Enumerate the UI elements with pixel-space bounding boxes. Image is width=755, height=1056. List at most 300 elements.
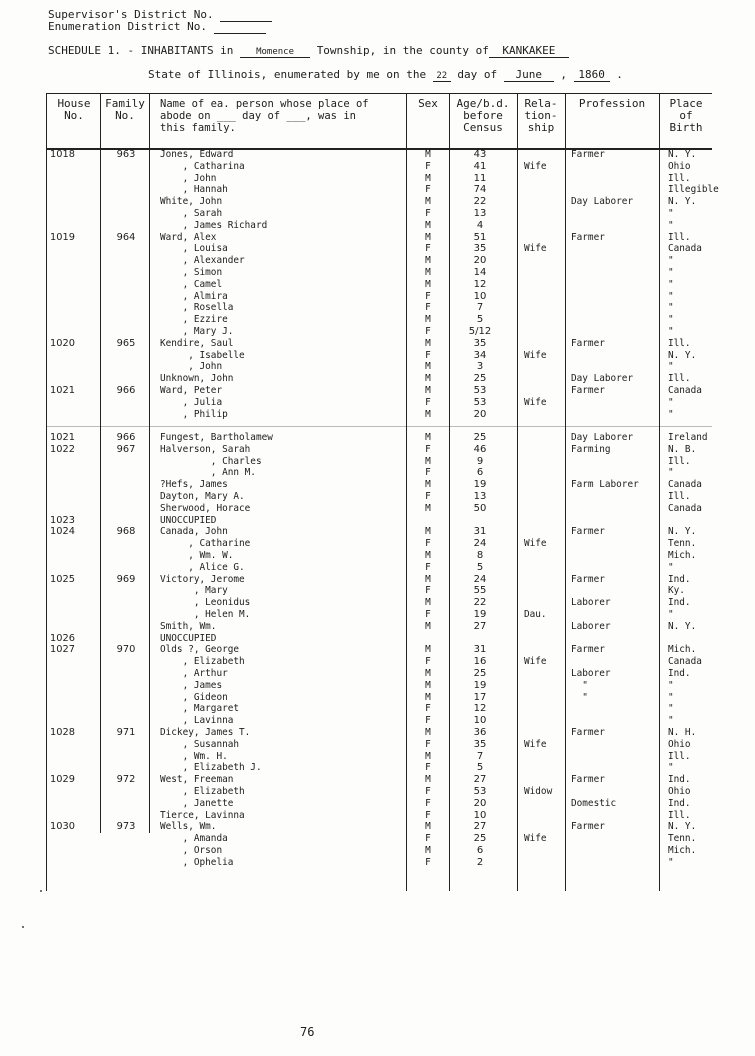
birthplace-cell: "	[668, 255, 674, 267]
table-row	[46, 456, 712, 468]
relationship-cell: Wife	[524, 738, 547, 750]
birthplace-cell: N. Y.	[668, 620, 697, 632]
birthplace-cell: "	[668, 609, 674, 620]
house-no-cell: 1029	[50, 774, 75, 786]
age-cell: 24	[473, 538, 487, 550]
age-cell: 20	[473, 408, 487, 420]
header-family-no: Family No.	[105, 97, 145, 122]
table-row	[46, 184, 719, 196]
birthplace-cell: Mich.	[668, 644, 697, 656]
birthplace-cell: "	[668, 561, 674, 573]
name-cell: , Ophelia	[160, 856, 234, 868]
age-cell: 51	[473, 231, 487, 243]
table-row	[46, 798, 712, 810]
age-cell: 46	[473, 443, 487, 455]
age-cell: 5	[476, 762, 484, 774]
sex-cell: M	[425, 750, 431, 762]
census-table	[46, 93, 719, 891]
birthplace-cell: "	[668, 396, 674, 408]
header-house-no: House No.	[57, 97, 91, 122]
table-row	[46, 715, 712, 727]
age-cell: 19	[473, 479, 487, 491]
table-row	[46, 857, 712, 869]
house-no-cell: 1024	[50, 526, 75, 538]
relationship-cell: Wife	[524, 160, 547, 172]
profession-cell: Farmer	[571, 337, 605, 349]
table-row	[46, 739, 712, 751]
birthplace-cell: Canada	[668, 656, 702, 668]
profession-cell: Farmer	[571, 231, 605, 243]
sex-cell: M	[425, 774, 431, 786]
birthplace-cell: Canada	[668, 385, 702, 396]
table-row	[46, 609, 712, 621]
name-cell: Dickey, James T.	[160, 727, 251, 738]
sex-cell: M	[425, 432, 431, 443]
age-cell: 22	[473, 196, 487, 208]
table-row	[46, 291, 712, 303]
age-cell: 7	[476, 302, 484, 314]
sex-cell: M	[425, 821, 431, 833]
name-cell: , Julia	[160, 396, 223, 408]
age-cell: 25	[473, 833, 487, 845]
relationship-cell: Wife	[524, 349, 547, 361]
birthplace-cell: Ill.	[668, 373, 691, 385]
name-cell: Ward, Peter	[160, 385, 223, 396]
name-cell: , Louisa	[160, 243, 228, 255]
age-cell: 25	[473, 373, 487, 385]
township-name: Momence	[240, 47, 310, 58]
name-cell: , Margaret	[160, 703, 240, 715]
table-row	[46, 845, 712, 857]
census-month: June	[504, 68, 554, 82]
house-no-cell: 1020	[50, 337, 75, 349]
birthplace-cell: Ill.	[668, 491, 691, 502]
age-cell: 6	[476, 845, 484, 856]
name-cell: , Isabelle	[160, 349, 245, 361]
birthplace-cell: Ill.	[668, 172, 691, 184]
sex-cell: F	[425, 208, 431, 219]
profession-cell: Laborer	[571, 620, 611, 632]
birthplace-cell: Tenn.	[668, 538, 697, 550]
state-line: State of Illinois, enumerated by me on the 22 day of June , 1860 .	[148, 68, 623, 81]
sex-cell: M	[425, 337, 431, 349]
profession-cell: "	[571, 679, 588, 691]
table-row	[46, 585, 712, 597]
relationship-cell: Wife	[524, 833, 547, 845]
table-row	[46, 232, 712, 244]
family-no-cell: 964	[116, 231, 136, 243]
birthplace-cell: "	[668, 762, 674, 774]
birthplace-cell: Ill.	[668, 809, 691, 821]
header-birthplace: Place of Birth	[669, 97, 703, 134]
name-cell: Tierce, Lavinna	[160, 809, 245, 821]
house-no-cell: 1019	[50, 231, 75, 243]
birthplace-cell: Ohio	[668, 160, 691, 172]
name-cell: , Charles	[160, 455, 262, 467]
profession-cell: Day Laborer	[571, 196, 634, 208]
enumeration-district-line	[48, 20, 266, 34]
scan-speck	[40, 890, 42, 892]
age-cell: 9	[476, 455, 484, 467]
sex-cell: M	[425, 172, 431, 184]
name-cell: , Arthur	[160, 668, 228, 679]
sex-cell: F	[425, 809, 431, 821]
sex-cell: F	[425, 609, 431, 620]
table-row	[46, 762, 712, 774]
birthplace-cell: Ind.	[668, 774, 691, 786]
sex-cell: F	[425, 762, 431, 774]
family-no-cell: 973	[116, 821, 136, 833]
birthplace-cell: Ind.	[668, 573, 691, 585]
sex-cell: F	[425, 396, 431, 408]
age-cell: 10	[473, 290, 487, 302]
sex-cell: F	[425, 703, 431, 715]
age-cell: 55	[473, 585, 487, 597]
family-no-cell: 966	[116, 385, 136, 396]
age-cell: 35	[473, 337, 487, 349]
table-row	[46, 326, 712, 338]
birthplace-cell: N. Y.	[668, 149, 697, 160]
birthplace-cell: "	[668, 314, 674, 326]
sex-cell: M	[425, 385, 431, 396]
birthplace-cell: "	[668, 219, 674, 231]
birthplace-cell: Ind.	[668, 668, 691, 679]
age-cell: 10	[473, 715, 487, 727]
profession-cell: Farmer	[571, 644, 605, 656]
census-year: 1860	[574, 68, 610, 82]
birthplace-cell: "	[668, 267, 674, 278]
age-cell: 31	[473, 526, 487, 538]
table-row	[46, 243, 712, 255]
name-cell: Dayton, Mary A.	[160, 491, 245, 502]
county-name: KANKAKEE	[489, 44, 569, 58]
birthplace-cell: "	[668, 361, 674, 373]
name-cell: , Rosella	[160, 302, 234, 314]
birthplace-cell: "	[668, 302, 674, 314]
sex-cell: M	[425, 267, 431, 278]
birthplace-cell: N. Y.	[668, 196, 697, 208]
birthplace-cell: "	[668, 290, 674, 302]
name-cell: , Alexander	[160, 255, 245, 267]
name-cell: , Mary J.	[160, 326, 234, 337]
age-cell: 19	[473, 679, 487, 691]
name-cell: , Philip	[160, 408, 228, 420]
relationship-cell: Wife	[524, 538, 547, 550]
table-row	[46, 279, 712, 291]
age-cell: 14	[473, 267, 487, 278]
age-cell: 20	[473, 255, 487, 267]
birthplace-cell: Mich.	[668, 550, 697, 561]
schedule-mid: Township, in the county of	[316, 44, 489, 57]
table-row	[46, 267, 712, 279]
age-cell: 27	[473, 620, 487, 632]
name-cell: , Almira	[160, 290, 228, 302]
age-cell: 5	[476, 561, 484, 573]
table-row	[46, 314, 712, 326]
age-cell: 5	[476, 314, 484, 326]
sex-cell: M	[425, 845, 431, 856]
family-no-cell: 970	[116, 644, 136, 656]
house-no-cell: 1028	[50, 727, 75, 738]
table-row	[46, 338, 712, 350]
house-no-cell: 1022	[50, 443, 75, 455]
birthplace-cell: "	[668, 278, 674, 290]
name-cell: Halverson, Sarah	[160, 443, 251, 455]
family-no-cell: 968	[116, 526, 136, 538]
sex-cell: M	[425, 679, 431, 691]
family-no-cell: 969	[116, 573, 136, 585]
name-cell: , James Richard	[160, 219, 268, 231]
name-cell: UNOCCUPIED	[160, 514, 217, 526]
sex-cell: M	[425, 314, 431, 326]
sex-cell: M	[425, 196, 431, 208]
table-row	[46, 503, 712, 515]
table-row	[46, 833, 712, 845]
name-cell: , Wm. H.	[160, 750, 228, 762]
sex-cell: M	[425, 255, 431, 267]
birthplace-cell: N. B.	[668, 443, 697, 455]
sex-cell: M	[425, 149, 431, 160]
age-cell: 16	[473, 656, 487, 668]
birthplace-cell: "	[668, 467, 674, 479]
age-cell: 20	[473, 797, 487, 809]
name-cell: , Hannah	[160, 184, 228, 196]
table-row	[46, 597, 712, 609]
sex-cell: M	[425, 668, 431, 679]
name-cell: Olds ?, George	[160, 644, 240, 656]
birthplace-cell: Mich.	[668, 845, 697, 856]
birthplace-cell: "	[668, 408, 674, 420]
profession-cell: Farm Laborer	[571, 479, 639, 491]
table-row	[46, 538, 712, 550]
sex-cell: F	[425, 856, 431, 868]
sex-cell: M	[425, 526, 431, 538]
name-cell: , Camel	[160, 278, 223, 290]
table-row	[46, 208, 712, 220]
table-row	[46, 491, 712, 503]
sex-cell: M	[425, 550, 431, 561]
table-top-rule	[46, 93, 712, 94]
name-cell: Unknown, John	[160, 373, 234, 385]
age-cell: 7	[476, 750, 484, 762]
age-cell: 35	[473, 243, 487, 255]
age-cell: 35	[473, 738, 487, 750]
sex-cell: M	[425, 691, 431, 703]
sex-cell: F	[425, 797, 431, 809]
age-cell: 2	[476, 856, 484, 868]
birthplace-cell: N. Y.	[668, 821, 697, 833]
name-cell: Kendire, Saul	[160, 337, 234, 349]
age-cell: 17	[473, 691, 487, 703]
name-cell: Jones, Edward	[160, 149, 234, 160]
sex-cell: F	[425, 290, 431, 302]
sex-cell: M	[425, 727, 431, 738]
birthplace-cell: Ohio	[668, 738, 691, 750]
profession-cell: Farmer	[571, 774, 605, 786]
age-cell: 31	[473, 644, 487, 656]
birthplace-cell: Ohio	[668, 786, 691, 797]
age-cell: 12	[473, 278, 487, 290]
birthplace-cell: "	[668, 715, 674, 727]
table-row	[46, 786, 712, 798]
table-row	[46, 633, 712, 645]
name-cell: , Elizabeth	[160, 786, 245, 797]
profession-cell: Farmer	[571, 385, 605, 396]
sex-cell: F	[425, 715, 431, 727]
house-no-cell: 1021	[50, 385, 75, 396]
birthplace-cell: N. Y.	[668, 526, 697, 538]
sex-cell: F	[425, 184, 431, 196]
house-no-cell: 1030	[50, 821, 75, 833]
name-cell: , Wm. W.	[160, 550, 234, 561]
birthplace-cell: Ill.	[668, 455, 691, 467]
age-cell: 25	[473, 432, 487, 443]
family-no-cell: 965	[116, 337, 136, 349]
birthplace-cell: "	[668, 326, 674, 337]
birthplace-cell: Canada	[668, 243, 702, 255]
profession-cell: Laborer	[571, 668, 611, 679]
sex-cell: F	[425, 833, 431, 845]
scan-speck	[22, 926, 24, 928]
sex-cell: F	[425, 786, 431, 797]
age-cell: 36	[473, 727, 487, 738]
relationship-cell: Widow	[524, 786, 553, 797]
name-cell: , Sarah	[160, 208, 223, 219]
section-break-rule	[46, 426, 712, 427]
name-cell: , Amanda	[160, 833, 228, 845]
table-row	[46, 255, 712, 267]
age-cell: 3	[476, 361, 484, 373]
name-cell: , Catharine	[160, 538, 251, 550]
age-cell: 43	[473, 149, 487, 160]
table-row	[46, 810, 712, 822]
name-cell: Fungest, Bartholamew	[160, 432, 273, 443]
schedule-line	[48, 44, 569, 58]
sex-cell: F	[425, 491, 431, 502]
name-cell: , Susannah	[160, 738, 240, 750]
table-row	[46, 302, 712, 314]
table-row	[46, 397, 712, 409]
table-row	[46, 751, 712, 763]
table-row	[46, 149, 712, 161]
name-cell: , Catharina	[160, 160, 245, 172]
table-row	[46, 621, 712, 633]
birthplace-cell: Ill.	[668, 750, 691, 762]
family-no-cell: 967	[116, 443, 136, 455]
sex-cell: F	[425, 160, 431, 172]
birthplace-cell: Canada	[668, 502, 702, 514]
age-cell: 22	[473, 597, 487, 609]
supervisor-district-label: Supervisor's District No.	[48, 8, 214, 21]
profession-cell: Laborer	[571, 597, 611, 609]
sex-cell: M	[425, 573, 431, 585]
table-row	[46, 361, 712, 373]
profession-cell: Farmer	[571, 821, 605, 833]
table-row	[46, 526, 712, 538]
birthplace-cell: "	[668, 208, 674, 219]
table-row	[46, 668, 712, 680]
header-relationship: Rela- tion- ship	[524, 97, 558, 134]
birthplace-cell: "	[668, 856, 674, 868]
house-no-cell: 1025	[50, 573, 75, 585]
table-row	[46, 385, 712, 397]
age-cell: 8	[476, 550, 484, 561]
table-row	[46, 444, 712, 456]
age-cell: 25	[473, 668, 487, 679]
house-no-cell: 1026	[50, 632, 75, 644]
census-day: 22	[433, 71, 451, 82]
sex-cell: F	[425, 585, 431, 597]
name-cell: Canada, John	[160, 526, 228, 538]
profession-cell: Farmer	[571, 727, 605, 738]
name-cell: Wells, Wm.	[160, 821, 217, 833]
header-profession: Profession	[578, 97, 646, 110]
house-no-cell: 1023	[50, 514, 75, 526]
header-name: Name of ea. person whose place of abode on ___ day of ___, was in this family.	[160, 98, 369, 134]
name-cell: , Orson	[160, 845, 223, 856]
age-cell: 13	[473, 208, 487, 219]
day-label: day of	[457, 68, 498, 81]
sex-cell: F	[425, 243, 431, 255]
family-no-cell: 971	[116, 727, 136, 738]
table-row	[46, 220, 712, 232]
table-row	[46, 467, 712, 479]
sex-cell: F	[425, 561, 431, 573]
sex-cell: M	[425, 620, 431, 632]
name-cell: , Gideon	[160, 691, 228, 703]
house-no-cell: 1027	[50, 644, 75, 656]
relationship-cell: Wife	[524, 243, 547, 255]
birthplace-cell: Canada	[668, 479, 702, 491]
sex-cell: M	[425, 361, 431, 373]
birthplace-cell: N. H.	[668, 727, 697, 738]
sex-cell: M	[425, 373, 431, 385]
age-cell: 53	[473, 786, 487, 797]
sex-cell: M	[425, 278, 431, 290]
sex-cell: M	[425, 231, 431, 243]
relationship-cell: Wife	[524, 396, 547, 408]
name-cell: , Elizabeth	[160, 656, 245, 668]
table-row	[46, 562, 712, 574]
sex-cell: M	[425, 219, 431, 231]
birthplace-cell: Tenn.	[668, 833, 697, 845]
name-cell: , Alice G.	[160, 561, 245, 573]
header-sex: Sex	[418, 97, 438, 110]
name-cell: , James	[160, 679, 223, 691]
profession-cell: Farmer	[571, 149, 605, 160]
page-number: 76	[300, 1025, 315, 1039]
table-row	[46, 373, 712, 385]
table-row	[46, 550, 712, 562]
sex-cell: M	[425, 597, 431, 609]
header-age: Age/b.d. before Census	[456, 97, 510, 134]
age-cell: 24	[473, 573, 487, 585]
name-cell: , Ezzire	[160, 314, 228, 326]
birthplace-cell: "	[668, 679, 674, 691]
table-row	[46, 574, 712, 586]
birthplace-cell: Illegible	[668, 184, 719, 196]
sex-cell: M	[425, 479, 431, 491]
age-cell: 74	[473, 184, 487, 196]
name-cell: Smith, Wm.	[160, 620, 217, 632]
name-cell: , John	[160, 361, 223, 373]
birthplace-cell: Ill.	[668, 337, 691, 349]
age-cell: 27	[473, 821, 487, 833]
table-row	[46, 515, 712, 527]
family-no-cell: 972	[116, 774, 136, 786]
table-row	[46, 479, 712, 491]
name-cell: , Janette	[160, 797, 234, 809]
